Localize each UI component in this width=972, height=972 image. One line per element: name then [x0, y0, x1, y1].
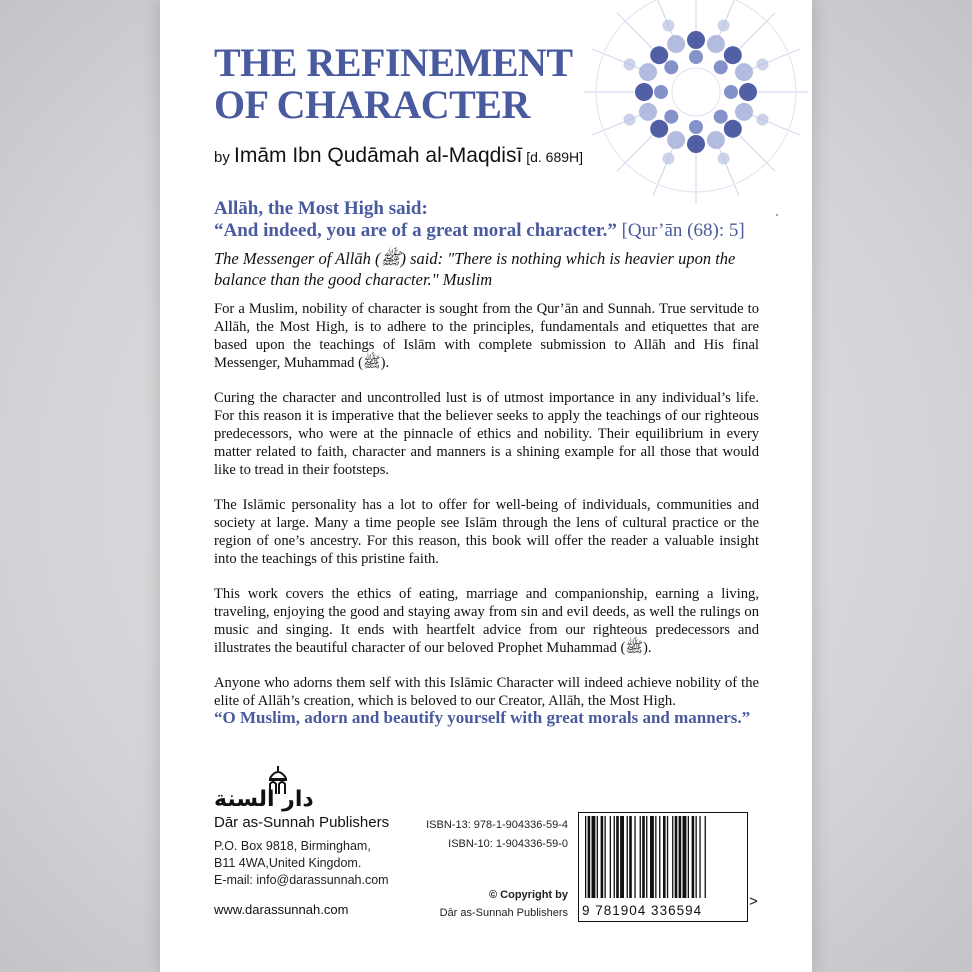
barcode	[578, 812, 748, 922]
title-line-2: OF CHARACTER	[214, 82, 530, 127]
quran-quote-text: “And indeed, you are of a great moral character.”	[214, 220, 622, 241]
barcode-number: 9 781904 336594	[582, 903, 703, 918]
dome-mosque-logo-icon	[212, 764, 314, 812]
book-title	[214, 42, 573, 126]
address-line-2: B11 4WA,United Kingdom.	[214, 856, 362, 870]
quran-quote-intro: Allāh, the Most High said:	[214, 198, 428, 219]
isbn-13: ISBN-13: 978-1-904336-59-4	[426, 819, 568, 831]
isbn-block	[426, 816, 568, 854]
logo-arabic-text: دار السنة	[214, 787, 314, 812]
isbn-10: ISBN-10: 1-904336-59-0	[448, 838, 568, 850]
barcode-bars	[583, 816, 743, 900]
paragraph-2: Curing the character and uncontrolled lust is of utmost importance in any individual’s life. For this reason it is imperative that the believer seeks to apply the teachings of our righteous predecessors, who were at the pinnacle of ethics and nobility. Their equilibrium in every matter related to faith, character and manners is a shining example for all those that would like to tread in their footsteps.	[214, 390, 759, 478]
copyright-line-2: Dār as-Sunnah Publishers	[439, 907, 568, 919]
publisher-email: E-mail: info@darassunnah.com	[214, 873, 389, 887]
author-death-date: [d. 689H]	[522, 149, 584, 165]
geometric-star-rosette-icon	[564, 0, 810, 200]
title-line-1: THE REFINEMENT	[214, 40, 573, 85]
publisher-website: www.darassunnah.com	[214, 902, 349, 917]
publisher-address	[214, 838, 389, 889]
paragraph-3: The Islāmic personality has a lot to offer for well-being of individuals, communities and society at large. Many a time people see Islām through the lens of cultural practice or the region of one’s ancestry. For this reason, this book will offer the reader a valuable insight into the teachings of this pristine faith.	[214, 497, 759, 567]
copyright-block	[440, 886, 568, 922]
by-label: by	[214, 149, 235, 166]
closing-quote: “O Muslim, adorn and beautify yourself with great morals and manners.”	[214, 708, 751, 727]
author-name: Imām Ibn Qudāmah al-Maqdisī	[234, 144, 523, 167]
barcode-arrow: >	[749, 893, 758, 910]
paragraph-1: For a Muslim, nobility of character is sought from the Qur’ān and Sunnah. True servitude to Allāh, the Most High, is to adhere to the principles, fundamentals and etiquettes that are based upon the teachings of Islām with complete submission to Allāh and His final Messenger, Muhammad (ﷺ).	[214, 301, 759, 371]
quran-quote	[214, 198, 794, 242]
description-body	[214, 300, 759, 727]
print-speck	[776, 214, 778, 216]
hadith-quote: The Messenger of Allāh (ﷺ) said: "There is nothing which is heavier upon the balance than the good character." Muslim	[214, 249, 736, 289]
paragraph-5: Anyone who adorns them self with this Islāmic Character will indeed achieve nobility of the elite of Allāh’s creation, which is beloved to our Creator, Allāh, the Most High.	[214, 675, 759, 709]
address-line-1: P.O. Box 9818, Birmingham,	[214, 839, 371, 853]
copyright-line-1: © Copyright by	[489, 889, 568, 901]
author-line	[214, 144, 583, 168]
book-back-cover	[160, 0, 812, 972]
paragraph-4: This work covers the ethics of eating, marriage and companionship, earning a living, traveling, enjoying the good and staying away from sin and evil deeds, as well the rulings on music and singing. It ends with heartfelt advice from our righteous predecessors and illustrates the beautiful character of our beloved Prophet Muhammad (ﷺ).	[214, 586, 759, 656]
publisher-name: Dār as-Sunnah Publishers	[214, 814, 390, 831]
quran-reference: [Qur’ān (68): 5]	[621, 220, 745, 241]
